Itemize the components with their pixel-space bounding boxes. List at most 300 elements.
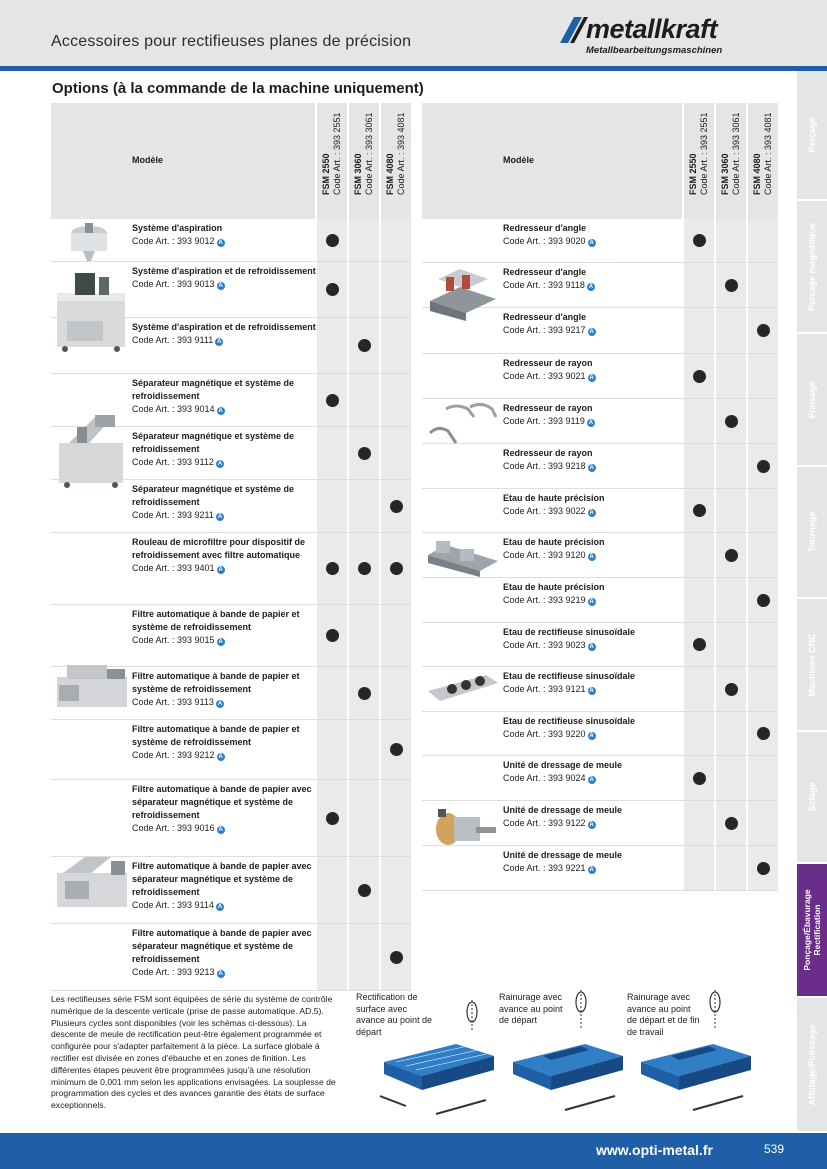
availability-cell: [716, 263, 746, 307]
option-row: [51, 720, 411, 780]
option-code: [503, 862, 683, 875]
availability-cell: [748, 308, 778, 353]
col-code: Code Art. : 393 2551: [331, 112, 342, 195]
option-code: [132, 403, 318, 416]
available-dot-icon: [725, 549, 738, 562]
left-col-fsm2550: [317, 103, 347, 219]
option-name: Redresseur d'angle: [503, 223, 587, 233]
option-name: Séparateur magnétique et système de refroidissement: [132, 484, 295, 507]
col-model: FSM 4080: [752, 153, 762, 195]
availability-cell: [317, 262, 347, 317]
option-code: [503, 549, 683, 562]
wheel-dresser-image: [426, 799, 500, 851]
option-description: [132, 483, 318, 522]
accessory-a-icon: A: [589, 867, 594, 873]
col-model: FSM 3060: [353, 153, 363, 195]
option-description: [503, 626, 683, 652]
option-code: [503, 817, 683, 830]
diagram-label: Rainurage avec avance au point de départ: [499, 992, 563, 1025]
brand-logo-icon: [560, 17, 588, 43]
available-dot-icon: [326, 629, 339, 642]
side-tab-tournage[interactable]: Tournage: [797, 467, 827, 599]
availability-cell: [716, 623, 746, 666]
option-code: [132, 562, 318, 575]
option-name: Unité de dressage de meule: [503, 850, 623, 860]
option-code: [503, 460, 683, 473]
availability-cell: [317, 720, 347, 779]
available-dot-icon: [390, 951, 403, 964]
option-code-text: Code Art. : 393 9122: [503, 818, 586, 828]
availability-cell: [684, 489, 714, 532]
availability-cell: [317, 219, 347, 261]
availability-cell: [748, 846, 778, 890]
option-name: Unité de dressage de meule: [503, 805, 623, 815]
availability-cell: [684, 354, 714, 398]
side-tab-percage-magnetique[interactable]: Perçage magnétique: [797, 201, 827, 334]
option-code-text: Code Art. : 393 9112: [132, 457, 214, 467]
option-name: Etau de haute précision: [503, 582, 605, 592]
accessory-a-icon: A: [589, 240, 594, 246]
available-dot-icon: [693, 504, 706, 517]
accessory-a-icon: A: [217, 701, 223, 707]
availability-cell: [317, 480, 347, 532]
option-description: [132, 860, 318, 912]
col-code: Code Art. : 393 4081: [395, 112, 406, 195]
option-description: [503, 536, 683, 562]
availability-cell: [716, 308, 746, 353]
option-code: [503, 279, 683, 292]
available-dot-icon: [693, 638, 706, 651]
availability-cell: [349, 605, 379, 666]
option-code: [132, 235, 318, 248]
option-code-text: Code Art. : 393 9218: [503, 461, 586, 471]
option-code-text: Code Art. : 393 9118: [503, 280, 585, 290]
option-description: [132, 321, 318, 347]
diagram-surface-grinding: [356, 992, 496, 1122]
option-description: [503, 759, 683, 785]
availability-cell: [748, 623, 778, 666]
option-code-text: Code Art. : 393 9114: [132, 900, 214, 910]
option-description: [132, 222, 318, 248]
right-model-header: Modèle: [503, 155, 535, 165]
option-description: [132, 377, 318, 416]
accessory-a-icon: A: [589, 599, 594, 605]
option-description: [503, 581, 683, 607]
option-description: [132, 670, 318, 709]
section-title: Options (à la commande de la machine uniquement): [52, 80, 424, 97]
option-description: [132, 927, 318, 979]
accessory-a-icon: A: [217, 461, 223, 467]
option-name: Etau de rectifieuse sinusoïdale: [503, 671, 636, 681]
option-row: [51, 605, 411, 667]
availability-cell: [748, 712, 778, 755]
header-accent-bar: [0, 66, 827, 71]
precision-vise-image: [426, 531, 500, 577]
paper-band-filter-magnetic-image: [55, 851, 129, 913]
availability-cell: [349, 720, 379, 779]
option-code: [503, 639, 683, 652]
available-dot-icon: [725, 415, 738, 428]
option-description: [132, 723, 318, 762]
availability-cell: [716, 667, 746, 711]
col-code: Code Art. : 393 2551: [698, 112, 709, 195]
option-description: [503, 311, 683, 337]
side-tab-percage[interactable]: Perçage: [797, 71, 827, 201]
availability-cell: [684, 533, 714, 577]
availability-cell: [748, 489, 778, 532]
availability-cell: [716, 354, 746, 398]
option-code-text: Code Art. : 393 9221: [503, 863, 586, 873]
availability-cell: [349, 857, 379, 923]
availability-cell: [317, 924, 347, 990]
option-code: [132, 456, 318, 469]
option-name: Etau de rectifieuse sinusoïdale: [503, 716, 636, 726]
accessory-a-icon: A: [588, 420, 594, 426]
page-header-title: Accessoires pour rectifieuses planes de précision: [51, 33, 412, 50]
page-number: 539: [764, 1142, 785, 1156]
availability-cell: [748, 444, 778, 488]
available-dot-icon: [326, 812, 339, 825]
option-code: [132, 509, 318, 522]
option-description: [132, 265, 318, 291]
option-row: [422, 578, 778, 623]
availability-cell: [684, 308, 714, 353]
accessory-a-icon: A: [218, 639, 223, 645]
right-col-fsm3060: [716, 103, 746, 219]
option-code-text: Code Art. : 393 9022: [503, 506, 586, 516]
availability-cell: [381, 318, 411, 373]
option-name: Filtre automatique à bande de papier avec séparateur magnétique et système de refroidissement: [132, 861, 312, 897]
side-tabs: [797, 71, 827, 1133]
option-code: [503, 324, 683, 337]
available-dot-icon: [390, 562, 403, 575]
availability-cell: [716, 801, 746, 845]
availability-cell: [349, 780, 379, 856]
side-tab-affutage-polissage[interactable]: Affûtage/Polissage: [797, 998, 827, 1133]
option-description: [503, 357, 683, 383]
option-row: [422, 444, 778, 489]
availability-cell: [317, 318, 347, 373]
accessory-a-icon: A: [589, 554, 594, 560]
availability-cell: [684, 667, 714, 711]
info-paragraph: Les rectifieuses série FSM sont équipées de série du système de contrôle numérique de la descente verticale (prise de passe automatique. AD.5). Plusieurs cycles sont disponibles (voir les schémas ci-dessous). La descente de meule de rectification peut-être également programmée et configurée pour s'adapter parfaitement à la pièce. La surface globale à rectifier est divisée en zones d'ébauche et en zones de finition. Les différentes étapes peuvent être programmées jusqu'à une résolution minimum de 0,001 mm selon les applications envisagées. La souplesse de programmation des cycles et des avances garantie des états de surface exceptionnels.: [51, 994, 336, 1111]
row-divider: [422, 890, 778, 891]
availability-cell: [317, 780, 347, 856]
option-name: Rouleau de microfiltre pour dispositif de refroidissement avec filtre automatique: [132, 537, 306, 560]
side-tab-sciage[interactable]: Sciage: [797, 732, 827, 864]
option-code: [503, 594, 683, 607]
accessory-a-icon: A: [218, 408, 223, 414]
radius-straightener-image: [426, 399, 500, 449]
availability-cell: [349, 262, 379, 317]
side-tab-machines-cnc[interactable]: Machines CNC: [797, 599, 827, 732]
option-description: [503, 447, 683, 473]
availability-cell: [349, 480, 379, 532]
accessory-a-icon: A: [217, 339, 222, 345]
option-description: [503, 492, 683, 518]
option-description: [132, 430, 318, 469]
option-code-text: Code Art. : 393 9220: [503, 729, 586, 739]
option-code: [132, 899, 318, 912]
option-name: Système d'aspiration et de refroidissement: [132, 322, 316, 332]
option-code: [132, 278, 318, 291]
availability-cell: [381, 533, 411, 604]
available-dot-icon: [757, 460, 770, 473]
availability-cell: [716, 578, 746, 622]
option-name: Redresseur de rayon: [503, 403, 593, 413]
option-code: [132, 749, 318, 762]
available-dot-icon: [358, 447, 371, 460]
accessory-a-icon: A: [588, 284, 594, 290]
availability-cell: [349, 427, 379, 479]
diagram-grooving-start: [499, 992, 639, 1122]
option-code: [132, 334, 318, 347]
availability-cell: [716, 756, 746, 800]
availability-cell: [684, 712, 714, 755]
option-name: Redresseur d'angle: [503, 267, 587, 277]
left-model-header: Modèle: [132, 155, 164, 165]
available-dot-icon: [725, 279, 738, 292]
col-model: FSM 3060: [720, 153, 730, 195]
option-description: [503, 804, 683, 830]
brand-logo: [560, 14, 790, 62]
available-dot-icon: [725, 817, 738, 830]
col-code: Code Art. : 393 4081: [762, 112, 773, 195]
availability-cell: [748, 533, 778, 577]
diagram-label: Rectification de surface avec avance au point de départ: [356, 992, 433, 1037]
availability-cell: [684, 623, 714, 666]
available-dot-icon: [358, 562, 371, 575]
right-col-fsm4080: [748, 103, 778, 219]
availability-cell: [748, 578, 778, 622]
accessory-a-icon: A: [589, 688, 594, 694]
availability-cell: [349, 924, 379, 990]
availability-cell: [748, 354, 778, 398]
row-divider: [51, 990, 411, 991]
left-col-fsm4080: [381, 103, 411, 219]
available-dot-icon: [390, 743, 403, 756]
option-code: [132, 696, 318, 709]
option-name: Etau de haute précision: [503, 537, 605, 547]
option-code-text: Code Art. : 393 9024: [503, 773, 586, 783]
option-row: [422, 489, 778, 533]
availability-cell: [684, 756, 714, 800]
availability-cell: [748, 801, 778, 845]
diagram-label: Rainurage avec avance au point de départ et de fin de travail: [627, 992, 700, 1037]
option-description: [503, 715, 683, 741]
option-description: [503, 849, 683, 875]
brand-name: metallkraft: [586, 14, 718, 44]
available-dot-icon: [358, 884, 371, 897]
availability-cell: [381, 720, 411, 779]
option-name: Système d'aspiration: [132, 223, 223, 233]
option-code: [503, 505, 683, 518]
accessory-a-icon: A: [218, 827, 223, 833]
availability-cell: [716, 712, 746, 755]
availability-cell: [381, 667, 411, 719]
accessory-a-icon: A: [218, 240, 223, 246]
option-name: Etau de haute précision: [503, 493, 605, 503]
option-row: [51, 924, 411, 991]
availability-cell: [381, 480, 411, 532]
left-table-header: [51, 103, 315, 219]
option-name: Système d'aspiration et de refroidissement: [132, 266, 316, 276]
availability-cell: [748, 756, 778, 800]
available-dot-icon: [358, 339, 371, 352]
option-row: [422, 756, 778, 801]
grooving-start-diagram-icon: [505, 990, 639, 1120]
availability-cell: [381, 262, 411, 317]
available-dot-icon: [757, 862, 770, 875]
availability-cell: [381, 374, 411, 426]
availability-cell: [317, 605, 347, 666]
available-dot-icon: [358, 687, 371, 700]
availability-cell: [381, 605, 411, 666]
accessory-a-icon: A: [589, 510, 594, 516]
option-description: [132, 536, 318, 575]
availability-cell: [317, 667, 347, 719]
option-code: [503, 683, 683, 696]
col-model: FSM 2550: [321, 153, 331, 195]
option-row: [51, 780, 411, 857]
option-code-text: Code Art. : 393 9014: [132, 404, 215, 414]
col-code: Code Art. : 393 3061: [363, 112, 374, 195]
option-code-text: Code Art. : 393 9015: [132, 635, 215, 645]
option-code: [503, 772, 683, 785]
accessory-a-icon: A: [218, 971, 223, 977]
option-code-text: Code Art. : 393 9121: [503, 684, 586, 694]
option-row: [422, 219, 778, 263]
side-tab-poncage-rectification[interactable]: Ponçage/Ébavurage Rectification: [797, 864, 827, 998]
right-options-table: [422, 103, 778, 887]
left-col-fsm3060: [349, 103, 379, 219]
right-table-header: [422, 103, 682, 219]
option-name: Filtre automatique à bande de papier et système de refroidissement: [132, 671, 300, 694]
availability-cell: [684, 846, 714, 890]
option-name: Redresseur d'angle: [503, 312, 587, 322]
option-code-text: Code Art. : 393 9016: [132, 823, 215, 833]
option-code-text: Code Art. : 393 9013: [132, 279, 215, 289]
option-code: [503, 235, 683, 248]
availability-cell: [317, 533, 347, 604]
option-code-text: Code Art. : 393 9111: [132, 335, 214, 345]
option-row: [51, 533, 411, 605]
availability-cell: [381, 780, 411, 856]
availability-cell: [317, 374, 347, 426]
availability-cell: [716, 399, 746, 443]
option-name: Filtre automatique à bande de papier avec séparateur magnétique et système de refroidissement: [132, 784, 312, 820]
availability-cell: [716, 846, 746, 890]
surface-grinding-diagram-icon: [376, 1000, 506, 1120]
col-model: FSM 4080: [385, 153, 395, 195]
accessory-a-icon: A: [218, 283, 223, 289]
availability-cell: [349, 533, 379, 604]
option-code-text: Code Art. : 393 9120: [503, 550, 586, 560]
availability-cell: [349, 667, 379, 719]
available-dot-icon: [693, 772, 706, 785]
col-code: Code Art. : 393 3061: [730, 112, 741, 195]
availability-cell: [748, 219, 778, 262]
option-description: [132, 783, 318, 835]
option-code: [132, 634, 318, 647]
available-dot-icon: [757, 727, 770, 740]
availability-cell: [349, 318, 379, 373]
option-code: [503, 728, 683, 741]
availability-cell: [748, 667, 778, 711]
accessory-a-icon: A: [589, 375, 594, 381]
option-code-text: Code Art. : 393 9023: [503, 640, 586, 650]
option-name: Séparateur magnétique et système de refroidissement: [132, 378, 295, 401]
option-name: Unité de dressage de meule: [503, 760, 623, 770]
option-code-text: Code Art. : 393 9119: [503, 416, 585, 426]
accessory-a-icon: A: [589, 329, 594, 335]
available-dot-icon: [326, 234, 339, 247]
page-header: [0, 0, 827, 66]
option-code-text: Code Art. : 393 9212: [132, 750, 215, 760]
option-row: [422, 354, 778, 399]
diagram-grooving-start-end: [627, 992, 767, 1122]
footer-url-link[interactable]: www.opti-metal.fr: [596, 1142, 713, 1158]
availability-cell: [684, 578, 714, 622]
option-code-text: Code Art. : 393 9113: [132, 697, 214, 707]
option-name: Etau de rectifieuse sinusoïdale: [503, 627, 636, 637]
option-code-text: Code Art. : 393 9020: [503, 236, 586, 246]
brand-subtitle: Metallbearbeitungsmaschinen: [586, 45, 723, 56]
option-code-text: Code Art. : 393 9219: [503, 595, 586, 605]
accessory-a-icon: A: [589, 822, 594, 828]
option-code: [132, 822, 318, 835]
availability-cell: [381, 427, 411, 479]
availability-cell: [716, 533, 746, 577]
availability-cell: [349, 219, 379, 261]
availability-cell: [684, 801, 714, 845]
option-name: Filtre automatique à bande de papier et système de refroidissement: [132, 609, 300, 632]
available-dot-icon: [326, 562, 339, 575]
option-code-text: Code Art. : 393 9021: [503, 371, 586, 381]
availability-cell: [748, 263, 778, 307]
side-tab-fraisage[interactable]: Fraisage: [797, 334, 827, 467]
available-dot-icon: [390, 500, 403, 513]
available-dot-icon: [326, 283, 339, 296]
availability-cell: [684, 263, 714, 307]
option-row: [422, 846, 778, 891]
accessory-a-icon: A: [589, 733, 594, 739]
availability-cell: [748, 399, 778, 443]
accessory-a-icon: A: [589, 644, 594, 650]
option-code-text: Code Art. : 393 9012: [132, 236, 215, 246]
option-code: [503, 415, 683, 428]
coolant-system-image: [55, 271, 127, 355]
grooving-start-end-diagram-icon: [633, 990, 767, 1120]
accessory-a-icon: A: [218, 754, 223, 760]
option-code-text: Code Art. : 393 9217: [503, 325, 586, 335]
option-name: Filtre automatique à bande de papier et système de refroidissement: [132, 724, 300, 747]
available-dot-icon: [693, 370, 706, 383]
option-name: Filtre automatique à bande de papier avec séparateur magnétique et système de refroidissement: [132, 928, 312, 964]
accessory-a-icon: A: [217, 904, 223, 910]
option-code: [503, 370, 683, 383]
option-code-text: Code Art. : 393 9401: [132, 563, 215, 573]
option-code-text: Code Art. : 393 9213: [132, 967, 215, 977]
left-options-table: [51, 103, 411, 987]
accessory-a-icon: A: [217, 514, 223, 520]
option-name: Redresseur de rayon: [503, 448, 593, 458]
col-model: FSM 2550: [688, 153, 698, 195]
sine-vise-image: [426, 661, 500, 707]
aspiration-unit-image: [59, 221, 119, 263]
option-name: Redresseur de rayon: [503, 358, 593, 368]
accessory-a-icon: A: [589, 465, 594, 471]
